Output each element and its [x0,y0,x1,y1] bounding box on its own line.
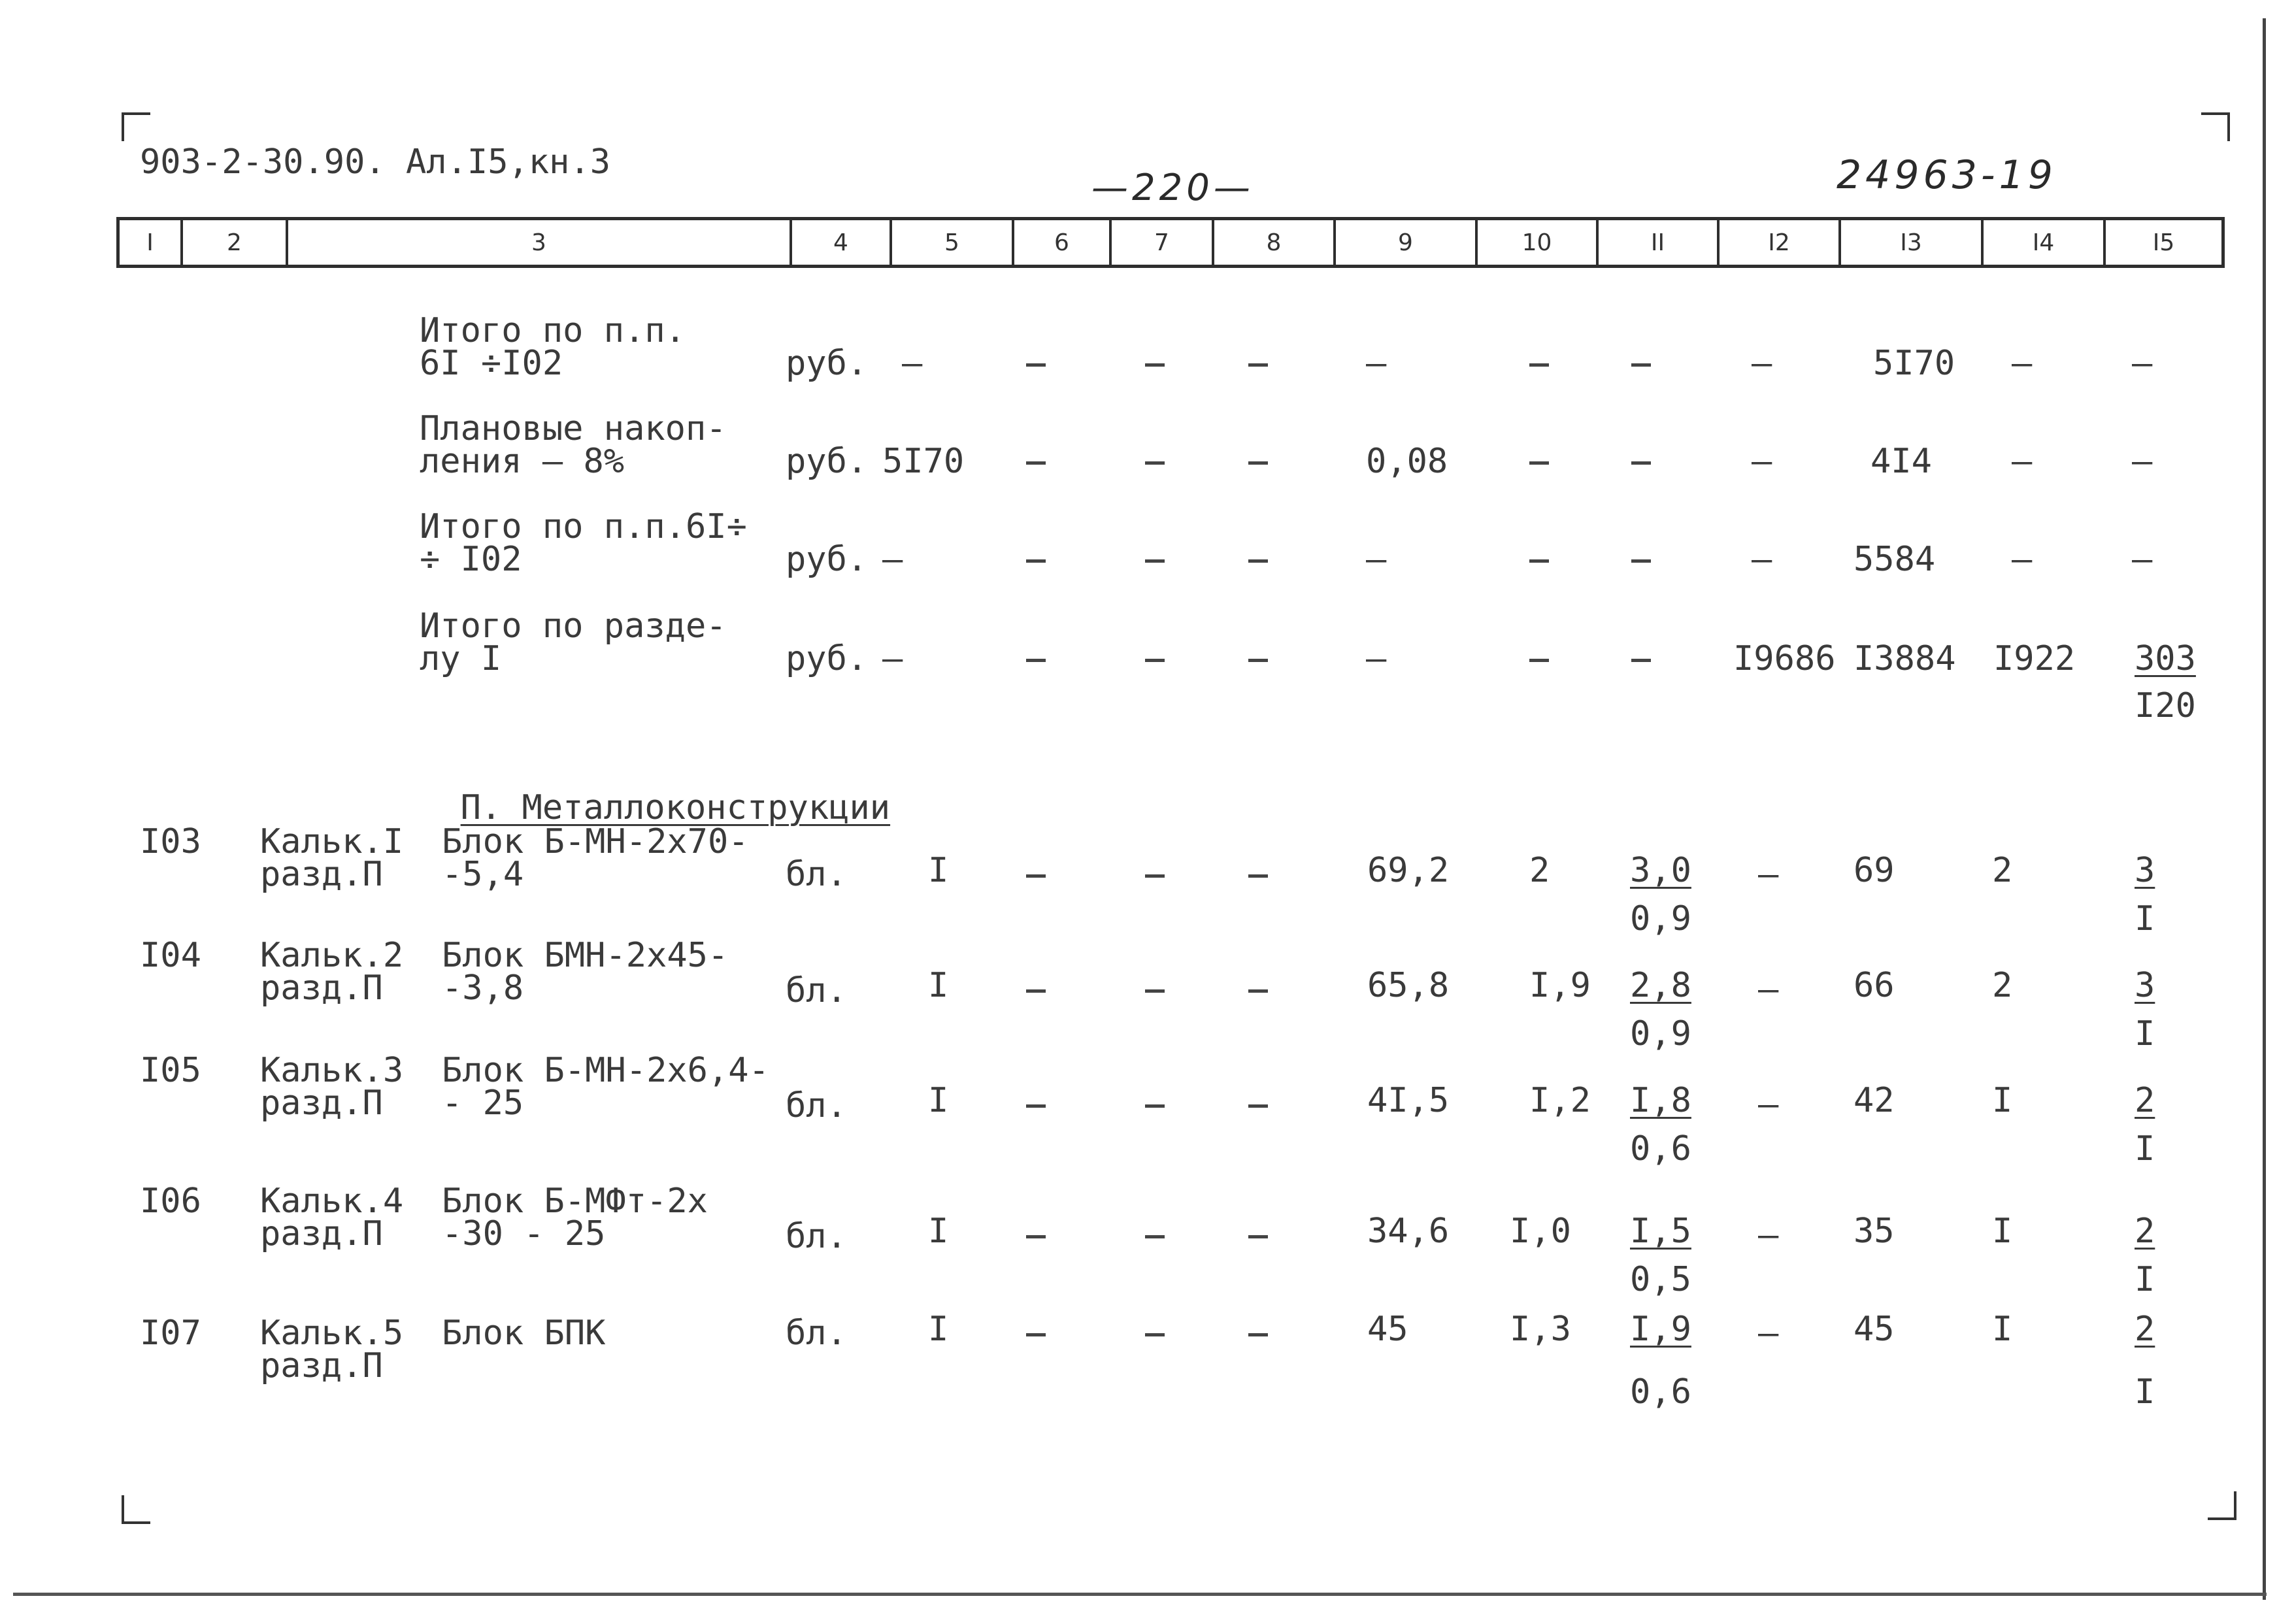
col11-dash [1631,363,1651,367]
column-header-10: 10 [1478,220,1599,265]
col9-cell: – [1366,639,1387,678]
column-header-14: I4 [1984,220,2106,265]
col14-cell: – [2012,540,2033,579]
col10-dash [1529,461,1549,465]
col11-denominator: 0,5 [1630,1260,1691,1299]
column-header-15: I5 [2152,229,2175,256]
col11-denominator: 0,6 [1630,1372,1691,1412]
col11-numerator: 2,8 [1630,966,1691,1005]
col15-denominator: I [2135,1014,2155,1053]
unit-cell: руб. [786,540,868,579]
qty-cell: I [928,1310,949,1349]
summary-label-line-1: Итого по п.п. [420,311,686,350]
corner-mark-bottom-right [2208,1491,2236,1520]
corner-mark-bottom-left [122,1495,150,1524]
col15-cell: – [2132,540,2153,579]
col13-cell: 5I70 [1873,344,1955,383]
col10-cell: 2 [1529,851,1550,890]
calc-ref-line-1: Кальк.3 [260,1051,404,1090]
row-number: I07 [140,1314,201,1353]
stamp-number: 24963-19 [1837,152,2057,198]
col5-cell: – [902,344,923,383]
col13-cell: 66 [1853,966,1895,1005]
col9-cell: 69,2 [1367,851,1450,890]
section-title [420,757,890,825]
column-header-13: I3 [1841,220,1984,265]
col6-dash [1026,1235,1046,1238]
col15-numerator: 2 [2135,1212,2155,1251]
col13-cell: 42 [1853,1081,1895,1120]
col12-cell: – [1752,442,1772,481]
col6-dash [1026,874,1046,878]
col13-cell: 45 [1853,1310,1895,1349]
item-name-line-1: Блок Б-МН-2х6,4- [442,1051,769,1090]
col11-denominator: 0,9 [1630,1014,1691,1053]
col12-cell: – [1752,540,1772,579]
row-number: I04 [140,936,201,975]
col11-dash [1631,559,1651,563]
col11-dash [1631,461,1651,465]
col8-dash [1248,1104,1268,1108]
item-name-line-1: Блок Б-МФт-2х [442,1182,708,1221]
col7-dash [1145,461,1165,465]
column-header-6: 6 [1014,220,1112,265]
col8-dash [1248,363,1268,367]
item-name-line-2: -30 - 25 [442,1214,606,1253]
summary-label-line-2: ÷ I02 [420,540,522,579]
col12-cell: – [1758,855,1779,894]
col12-cell: – [1758,970,1779,1009]
col8-dash [1248,461,1268,465]
item-name-line-2: -3,8 [442,969,524,1008]
col11-denominator: 0,9 [1630,899,1691,938]
corner-mark-top-left [122,112,150,141]
col6-dash [1026,989,1046,993]
col10-dash [1529,559,1549,563]
col10-cell: I,0 [1510,1212,1571,1251]
unit-cell: руб. [786,442,868,481]
col5-cell: – [882,639,903,678]
col8-dash [1248,1235,1268,1238]
item-name-line-1: Блок БПК [442,1314,606,1353]
col6-dash [1026,1333,1046,1336]
col12-cell: – [1758,1216,1779,1255]
col15-denominator: I [2135,1129,2155,1168]
col13-cell: 5584 [1853,540,1936,579]
summary-label-line-1: Итого по разде- [420,606,727,646]
calc-ref-line-2: разд.П [260,1214,383,1253]
column-header-9: 9 [1336,220,1478,265]
qty-cell: I [928,1212,949,1251]
unit-cell: бл. [786,855,847,894]
col9-cell: 0,08 [1366,442,1448,481]
col6-dash [1026,659,1046,662]
calc-ref-line-2: разд.П [260,855,383,894]
col7-dash [1145,363,1165,367]
col7-dash [1145,989,1165,993]
col15-denominator: I [2135,899,2155,938]
col10-dash [1529,659,1549,662]
item-name-line-2: -5,4 [442,855,524,894]
col10-dash [1529,363,1549,367]
column-header-5: 5 [892,220,1014,265]
col14-cell: I [1992,1212,2013,1251]
col10-cell: I,9 [1529,966,1591,1005]
column-header-1: I [120,220,183,265]
calc-ref-line-1: Кальк.2 [260,936,404,975]
qty-cell: I [928,851,949,890]
col13-cell: 69 [1853,851,1895,890]
col12-cell: – [1758,1314,1779,1353]
col9-cell: 4I,5 [1367,1081,1450,1120]
column-header-11: II [1599,220,1720,265]
col15-cell: – [2132,344,2153,383]
row-number: I03 [140,822,201,861]
col9-cell: 45 [1367,1310,1408,1349]
col8-dash [1248,659,1268,662]
col5-cell: 5I70 [882,442,965,481]
col15-cell: – [2132,442,2153,481]
col12-cell: – [1752,344,1772,383]
column-header-row [116,217,2225,268]
col14-cell: I [1992,1310,2013,1349]
col13-cell: 4I4 [1870,442,1932,481]
column-header-4: 4 [792,220,892,265]
col9-cell: 65,8 [1367,966,1450,1005]
col10-cell: I,2 [1529,1081,1591,1120]
col8-dash [1248,874,1268,878]
column-header-3: 3 [288,220,792,265]
col6-dash [1026,461,1046,465]
col11-numerator: I,8 [1630,1081,1691,1120]
document-code: 903-2-30.90. Ал.I5,кн.3 [140,142,611,182]
col11-numerator: 3,0 [1630,851,1691,890]
col15-numerator: 3 [2135,851,2155,890]
col14-cell: 2 [1992,966,2013,1005]
col7-dash [1145,1235,1165,1238]
column-header-12: I2 [1720,220,1841,265]
col15-denominator: I [2135,1260,2155,1299]
col11-numerator: I,9 [1630,1310,1691,1349]
col8-dash [1248,989,1268,993]
col13-cell: 35 [1853,1212,1895,1251]
section-title-text: П. Металлоконструкции [460,788,891,827]
unit-cell: руб. [786,344,868,383]
page-number: —220— [1091,167,1254,209]
item-name-line-1: Блок БМН-2х45- [442,936,729,975]
calc-ref-line-2: разд.П [260,1084,383,1123]
qty-cell: I [928,1081,949,1120]
col10-cell: I,3 [1510,1310,1571,1349]
col15-numerator: 2 [2135,1310,2155,1349]
row-number: I05 [140,1051,201,1090]
col14-cell: – [2012,442,2033,481]
col6-dash [1026,363,1046,367]
col6-dash [1026,559,1046,563]
col13-cell: I3884 [1853,639,1956,678]
col15-denominator: I20 [2135,686,2196,725]
calc-ref-line-1: Кальк.4 [260,1182,404,1221]
col15-numerator: 3 [2135,966,2155,1005]
bottom-edge-line [13,1593,2267,1596]
column-header-2: 2 [183,220,288,265]
col12-cell: – [1758,1085,1779,1124]
col7-dash [1145,1104,1165,1108]
right-edge-line [2263,18,2266,1600]
item-name-line-2: - 25 [442,1084,524,1123]
calc-ref-line-2: разд.П [260,1346,383,1385]
col14-cell: 2 [1992,851,2013,890]
col7-dash [1145,874,1165,878]
calc-ref-line-1: Кальк.I [260,822,404,861]
summary-label-line-1: Итого по п.п.6I÷ [420,507,747,546]
unit-cell: бл. [786,1217,847,1256]
col9-cell: 34,6 [1367,1212,1450,1251]
col7-dash [1145,1333,1165,1336]
column-header-8: 8 [1214,220,1336,265]
col7-dash [1145,559,1165,563]
calc-ref-line-2: разд.П [260,969,383,1008]
col14-cell: I [1992,1081,2013,1120]
col14-cell: – [2012,344,2033,383]
col11-numerator: I,5 [1630,1212,1691,1251]
summary-label-line-2: лу I [420,639,502,678]
item-name-line-1: Блок Б-МН-2х70- [442,822,749,861]
column-header-7: 7 [1112,220,1214,265]
summary-label-line-1: Плановые накоп- [420,409,727,448]
row-number: I06 [140,1182,201,1221]
col6-dash [1026,1104,1046,1108]
col9-cell: – [1366,540,1387,579]
col14-cell: I922 [1993,639,2076,678]
unit-cell: руб. [786,639,868,678]
col15-denominator: I [2135,1372,2155,1412]
unit-cell: бл. [786,971,847,1010]
col9-cell: – [1366,344,1387,383]
summary-label-line-2: 6I ÷I02 [420,344,563,383]
calc-ref-line-1: Кальк.5 [260,1314,404,1353]
summary-label-line-2: ления – 8% [420,442,625,481]
col15-numerator: 2 [2135,1081,2155,1120]
col12-cell: I9686 [1733,639,1836,678]
unit-cell: бл. [786,1314,847,1353]
col8-dash [1248,559,1268,563]
col11-denominator: 0,6 [1630,1129,1691,1168]
col8-dash [1248,1333,1268,1336]
col11-dash [1631,659,1651,662]
qty-cell: I [928,966,949,1005]
col7-dash [1145,659,1165,662]
col15-numerator: 303 [2135,639,2196,678]
col5-cell: – [882,540,903,579]
corner-mark-top-right [2201,112,2230,141]
unit-cell: бл. [786,1086,847,1125]
